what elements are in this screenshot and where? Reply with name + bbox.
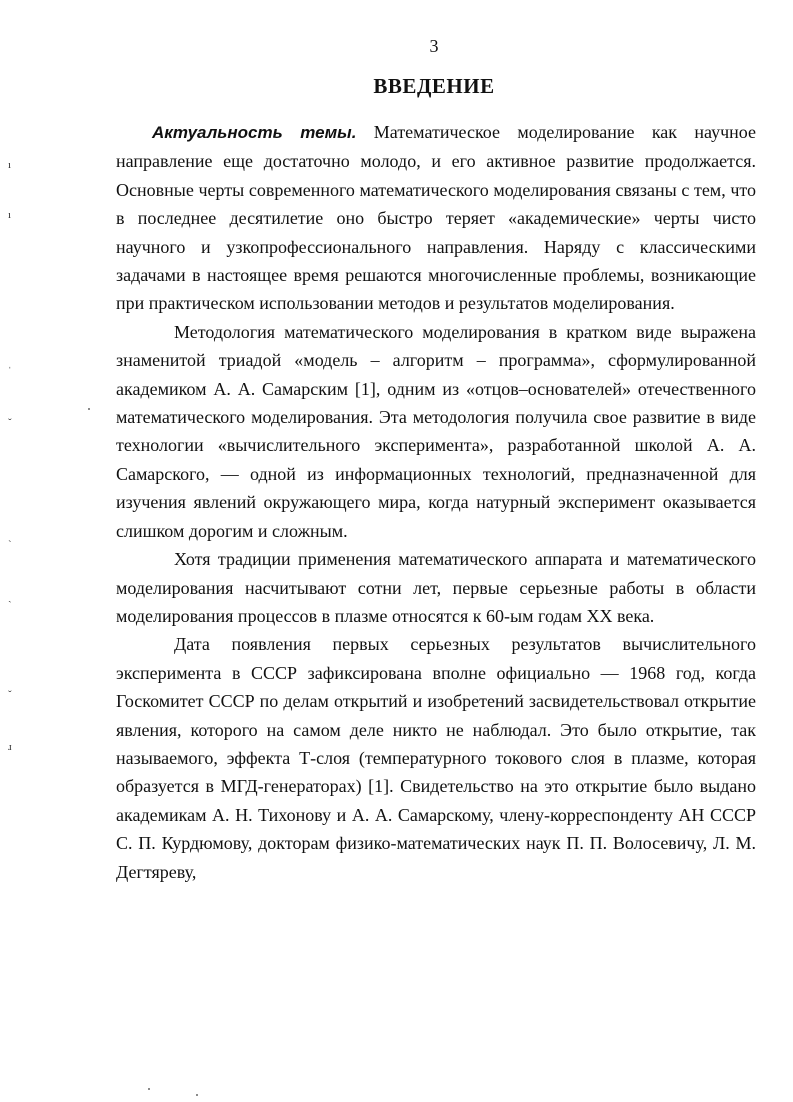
scan-mark: ˇ — [8, 689, 12, 701]
paragraph-t-layer: Дата появления первых серьезных результатов вычислительного эксперимента в СССР зафиксирована вполне официально — 1968 год, когда Госкомитет СССР по делам открытий и изобретений засвидетельствовал открытие явления, которого на самом деле никто не наблюдал. Это было открытие, так называемого, эффекта Т-слоя (температурного токового слоя в плазме, которая образуется в МГД-генераторах) [1]. Свидетельство на это открытие было выдано академикам А. Н. Тихонову и А. А. Самарскому, члену-корреспонденту АН СССР С. П. Курдюмову, докторам физико-математических наук П. П. Волосевичу, Л. М. Дегтяреву, — [116, 634, 756, 882]
paragraph-relevance — [116, 118, 756, 318]
paragraph-methodology: Методология математического моделирования в кратком виде выражена знаменитой триадой «модель – алгоритм – программа», сформулированной академиком А. А. Самарским [1], одним из «отцов–основателей» отечественного математического моделирования. Эта методология получила свое развитие в виде технологии «вычислительного эксперимента», разработанной школой А. А. Самарского, — одной из информационных технологий, предназначенной для изучения явлений окружающего мира, когда натурный эксперимент оказывается слишком дорогим и сложным. — [116, 321, 756, 541]
document-body — [116, 118, 756, 886]
page-number: 3 — [429, 36, 439, 56]
scan-speck — [88, 408, 90, 410]
paragraph-traditions: Хотя традиции применения математического аппарата и математического моделирования насчитывают сотни лет, первые серьезные работы в области моделирования процессов в плазме относятся к 60-ым годам XX века. — [116, 549, 756, 626]
scan-mark: ˇ — [8, 417, 12, 429]
scan-mark: ı — [8, 209, 12, 221]
section-heading: ВВЕДЕНИЕ — [373, 74, 495, 98]
scan-mark: ˎ — [8, 591, 12, 603]
paragraph-lead: Актуальность темы. — [152, 123, 357, 142]
scan-speck — [148, 1088, 150, 1090]
scan-mark: ɹ — [8, 741, 12, 753]
scan-mark: ˈ — [8, 365, 12, 377]
scan-mark: ˋ — [8, 539, 12, 551]
scan-speck — [196, 1094, 198, 1096]
scan-mark: ı — [8, 159, 12, 171]
paragraph-text: Математическое моделирование как научное направление еще достаточно молодо, и его активное развитие продолжается. Основные черты современного математического моделирования связаны с тем, что в последнее десятилетие оно быстро теряет «академические» черты чисто научного и узкопрофессионального направления. Наряду с классическими задачами в настоящее время решаются многочисленные проблемы, возникающие при практическом использовании методов и результатов моделирования. — [116, 122, 756, 314]
